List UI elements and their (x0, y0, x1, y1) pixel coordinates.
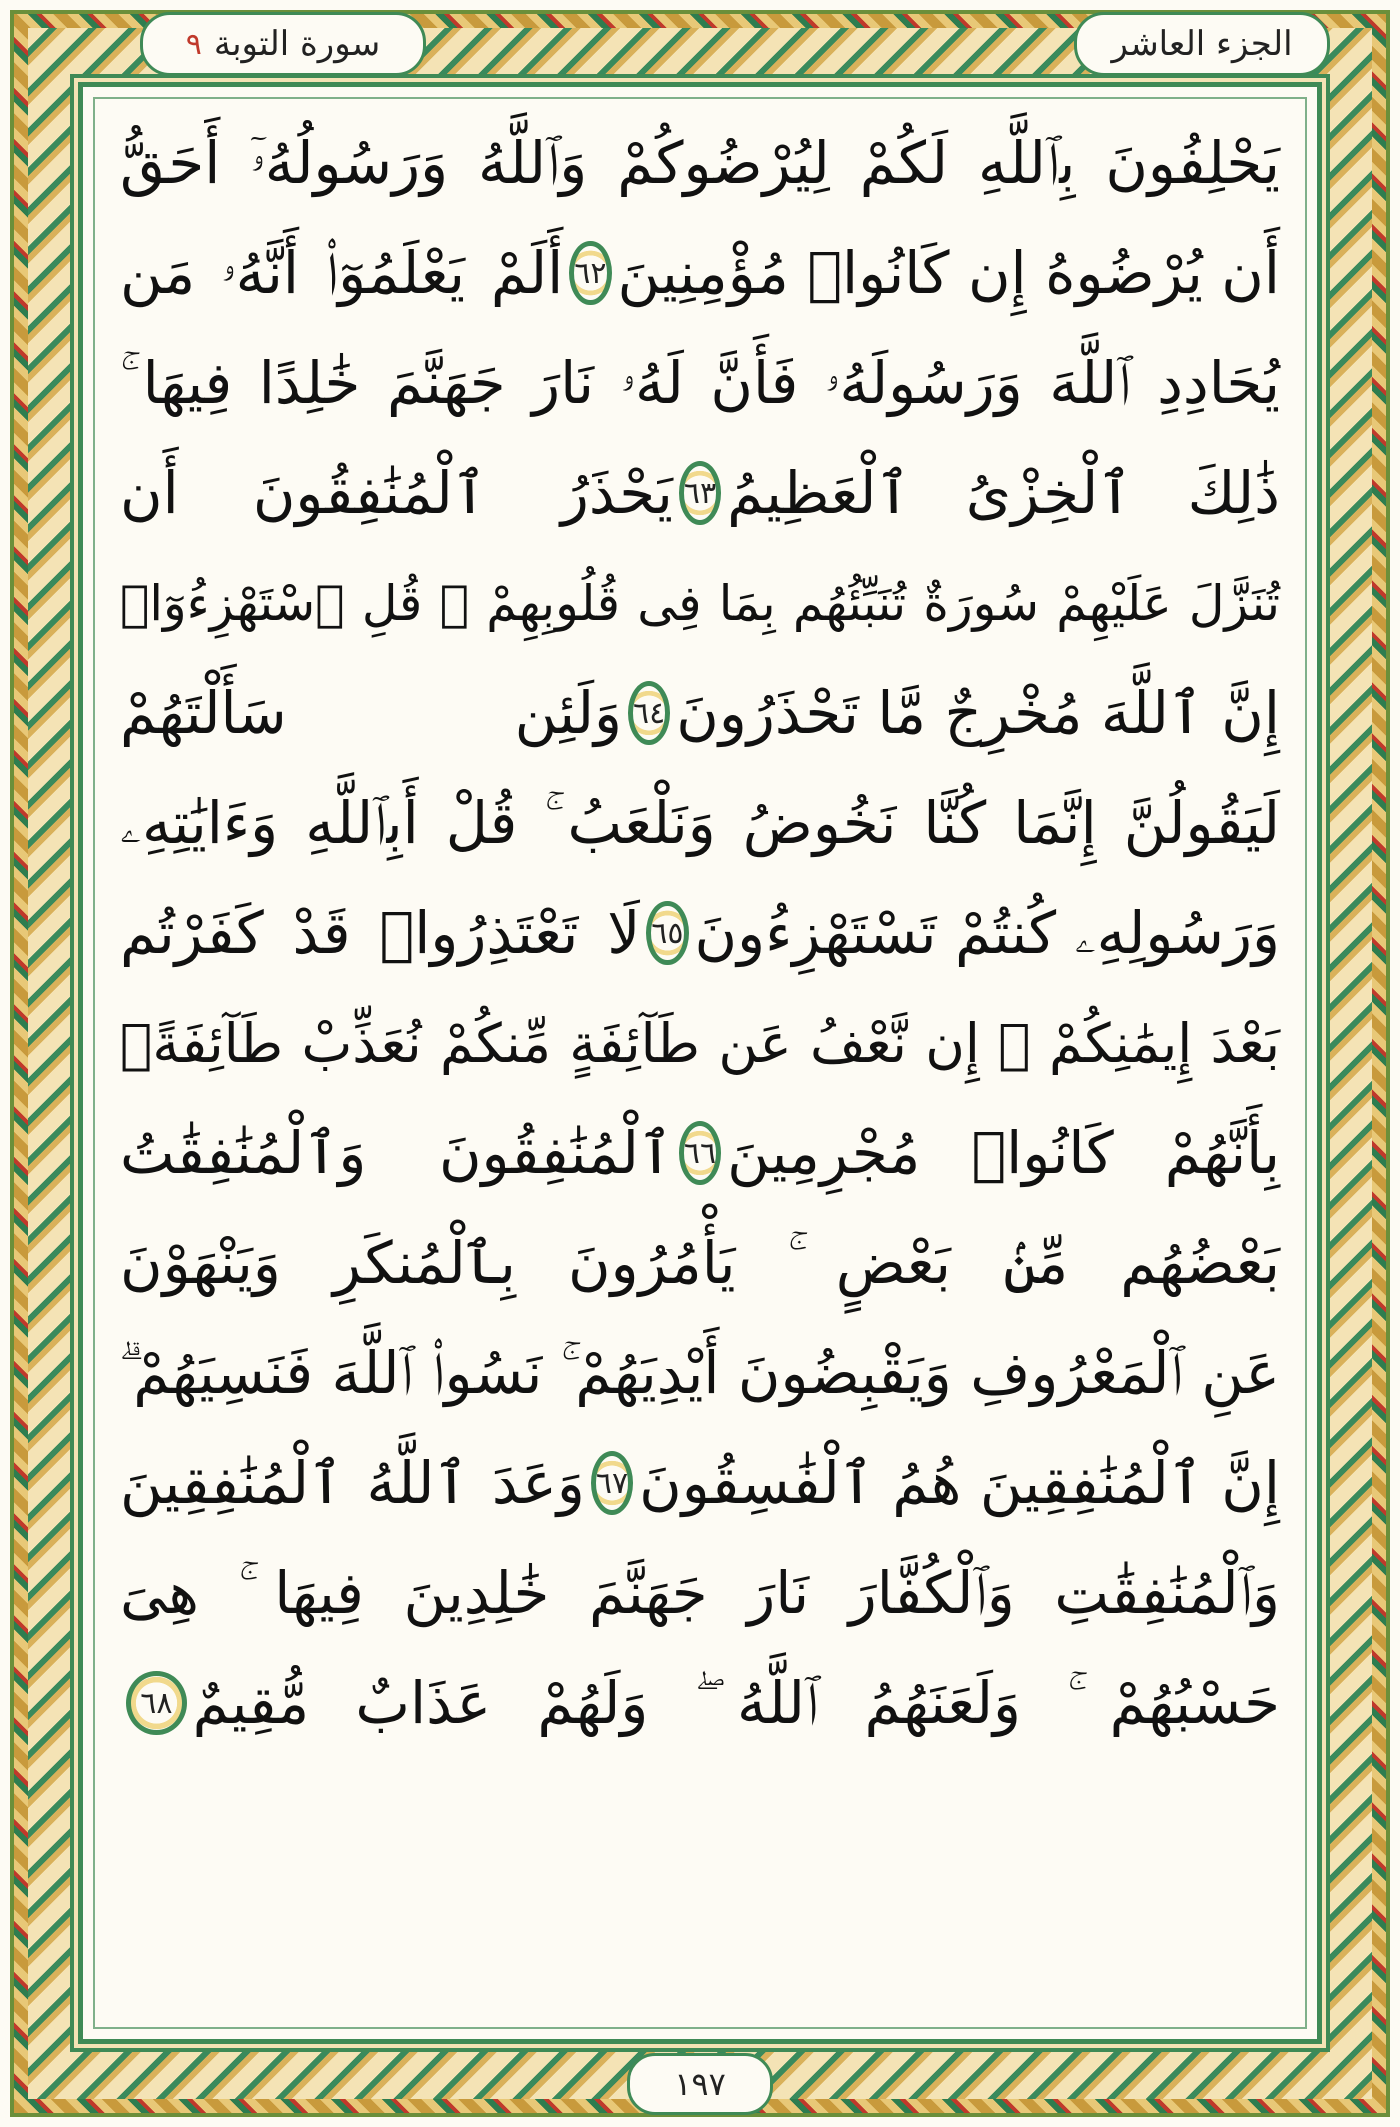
ayah-number-marker: ٦٥ (646, 901, 688, 965)
surah-number: ٩ (185, 26, 202, 62)
text-line (120, 108, 1280, 218)
ayah-number-marker: ٦٦ (679, 1121, 721, 1185)
verse-text: أَن يُرْضُوهُ إِن كَانُوا۟ مُؤْمِنِينَ (617, 239, 1280, 307)
text-line (120, 1428, 1280, 1538)
ayah-number-marker: ٦٧ (591, 1451, 633, 1515)
verse-text: وَرَسُولِهِۦ كُنتُمْ تَسْتَهْزِءُونَ (694, 898, 1280, 967)
juz-label-text: الجزء العاشر (1111, 24, 1293, 64)
text-line (120, 218, 1280, 328)
verse-text-after: ٱلْمُنَٰفِقُونَ وَٱلْمُنَٰفِقَٰتُ (120, 1119, 673, 1187)
verse-text: يُحَادِدِ ٱللَّهَ وَرَسُولَهُۥ فَأَنَّ لَهُۥ نَارَ جَهَنَّمَ خَٰلِدًا فِيهَا ۚ (120, 348, 1280, 417)
verse-text: عَنِ ٱلْمَعْرُوفِ وَيَقْبِضُونَ أَيْدِيَهُمْ ۚ نَسُوا۟ ٱللَّهَ فَنَسِيَهُمْ ۗ (118, 1338, 1280, 1407)
verse-text-after: لَا تَعْتَذِرُوا۟ قَدْ كَفَرْتُم (120, 899, 641, 967)
verse-text: ذَٰلِكَ ٱلْخِزْىُ ٱلْعَظِيمُ (727, 459, 1280, 527)
text-line (120, 438, 1280, 548)
verse-text: بَعْضُهُم مِّنۢ بَعْضٍ ۚ يَأْمُرُونَ بِٱلْمُنكَرِ وَيَنْهَوْنَ (120, 1228, 1280, 1297)
verse-text: وَٱلْمُنَٰفِقَٰتِ وَٱلْكُفَّارَ نَارَ جَهَنَّمَ خَٰلِدِينَ فِيهَا ۚ هِىَ (120, 1558, 1280, 1627)
text-line (120, 658, 1280, 768)
verse-text-after: وَلَئِن سَأَلْتَهُمْ (120, 679, 623, 747)
ayah-number-marker: ٦٤ (628, 681, 670, 745)
verse-text-after: أَلَمْ يَعْلَمُوٓا۟ أَنَّهُۥ مَن (120, 238, 564, 307)
text-line (120, 1318, 1280, 1428)
juz-label (1074, 12, 1330, 76)
text-line (120, 548, 1280, 658)
page-number (627, 2053, 773, 2115)
text-line (120, 988, 1280, 1098)
surah-label (140, 12, 426, 76)
verse-text: بِأَنَّهُمْ كَانُوا۟ مُجْرِمِينَ (727, 1119, 1280, 1187)
verse-text-after: وَعَدَ ٱللَّهُ ٱلْمُنَٰفِقِينَ (120, 1449, 585, 1517)
ayah-number-marker: ٦٢ (569, 241, 611, 305)
text-line (120, 1098, 1280, 1208)
text-line (120, 1538, 1280, 1648)
ayah-number-marker: ٦٨ (126, 1671, 187, 1735)
verse-text: حَسْبُهُمْ ۚ وَلَعَنَهُمُ ٱللَّهُ ۖ وَلَهُمْ عَذَابٌ مُّقِيمٌ (192, 1668, 1280, 1737)
text-line (120, 1208, 1280, 1318)
quran-page-text (120, 108, 1280, 1758)
text-line (120, 768, 1280, 878)
text-line (120, 1648, 1280, 1758)
verse-text: إِنَّ ٱللَّهَ مُخْرِجٌ مَّا تَحْذَرُونَ (676, 679, 1280, 747)
verse-text: تُنَزَّلَ عَلَيْهِمْ سُورَةٌ تُنَبِّئُهُم بِمَا فِى قُلُوبِهِمْ ۚ قُلِ ٱسْتَهْزِءُوٓا۟ (120, 574, 1280, 632)
surah-label-text: سورة التوبة (213, 24, 381, 64)
verse-text: يَحْلِفُونَ بِٱللَّهِ لَكُمْ لِيُرْضُوكُمْ وَٱللَّهُ وَرَسُولُهُۥٓ أَحَقُّ (120, 128, 1280, 197)
verse-text: لَيَقُولُنَّ إِنَّمَا كُنَّا نَخُوضُ وَنَلْعَبُ ۚ قُلْ أَبِٱللَّهِ وَءَايَٰتِهِۦ (120, 788, 1280, 857)
ayah-number-marker: ٦٣ (679, 461, 721, 525)
text-line (120, 328, 1280, 438)
page-number-text: ١٩٧ (674, 2065, 726, 2103)
text-line (120, 878, 1280, 988)
verse-text: بَعْدَ إِيمَٰنِكُمْ ۚ إِن نَّعْفُ عَن طَآئِفَةٍ مِّنكُمْ نُعَذِّبْ طَآئِفَةًۢ (120, 1011, 1280, 1075)
verse-text-after: يَحْذَرُ ٱلْمُنَٰفِقُونَ أَن (120, 459, 673, 527)
verse-text: إِنَّ ٱلْمُنَٰفِقِينَ هُمُ ٱلْفَٰسِقُونَ (639, 1449, 1280, 1517)
